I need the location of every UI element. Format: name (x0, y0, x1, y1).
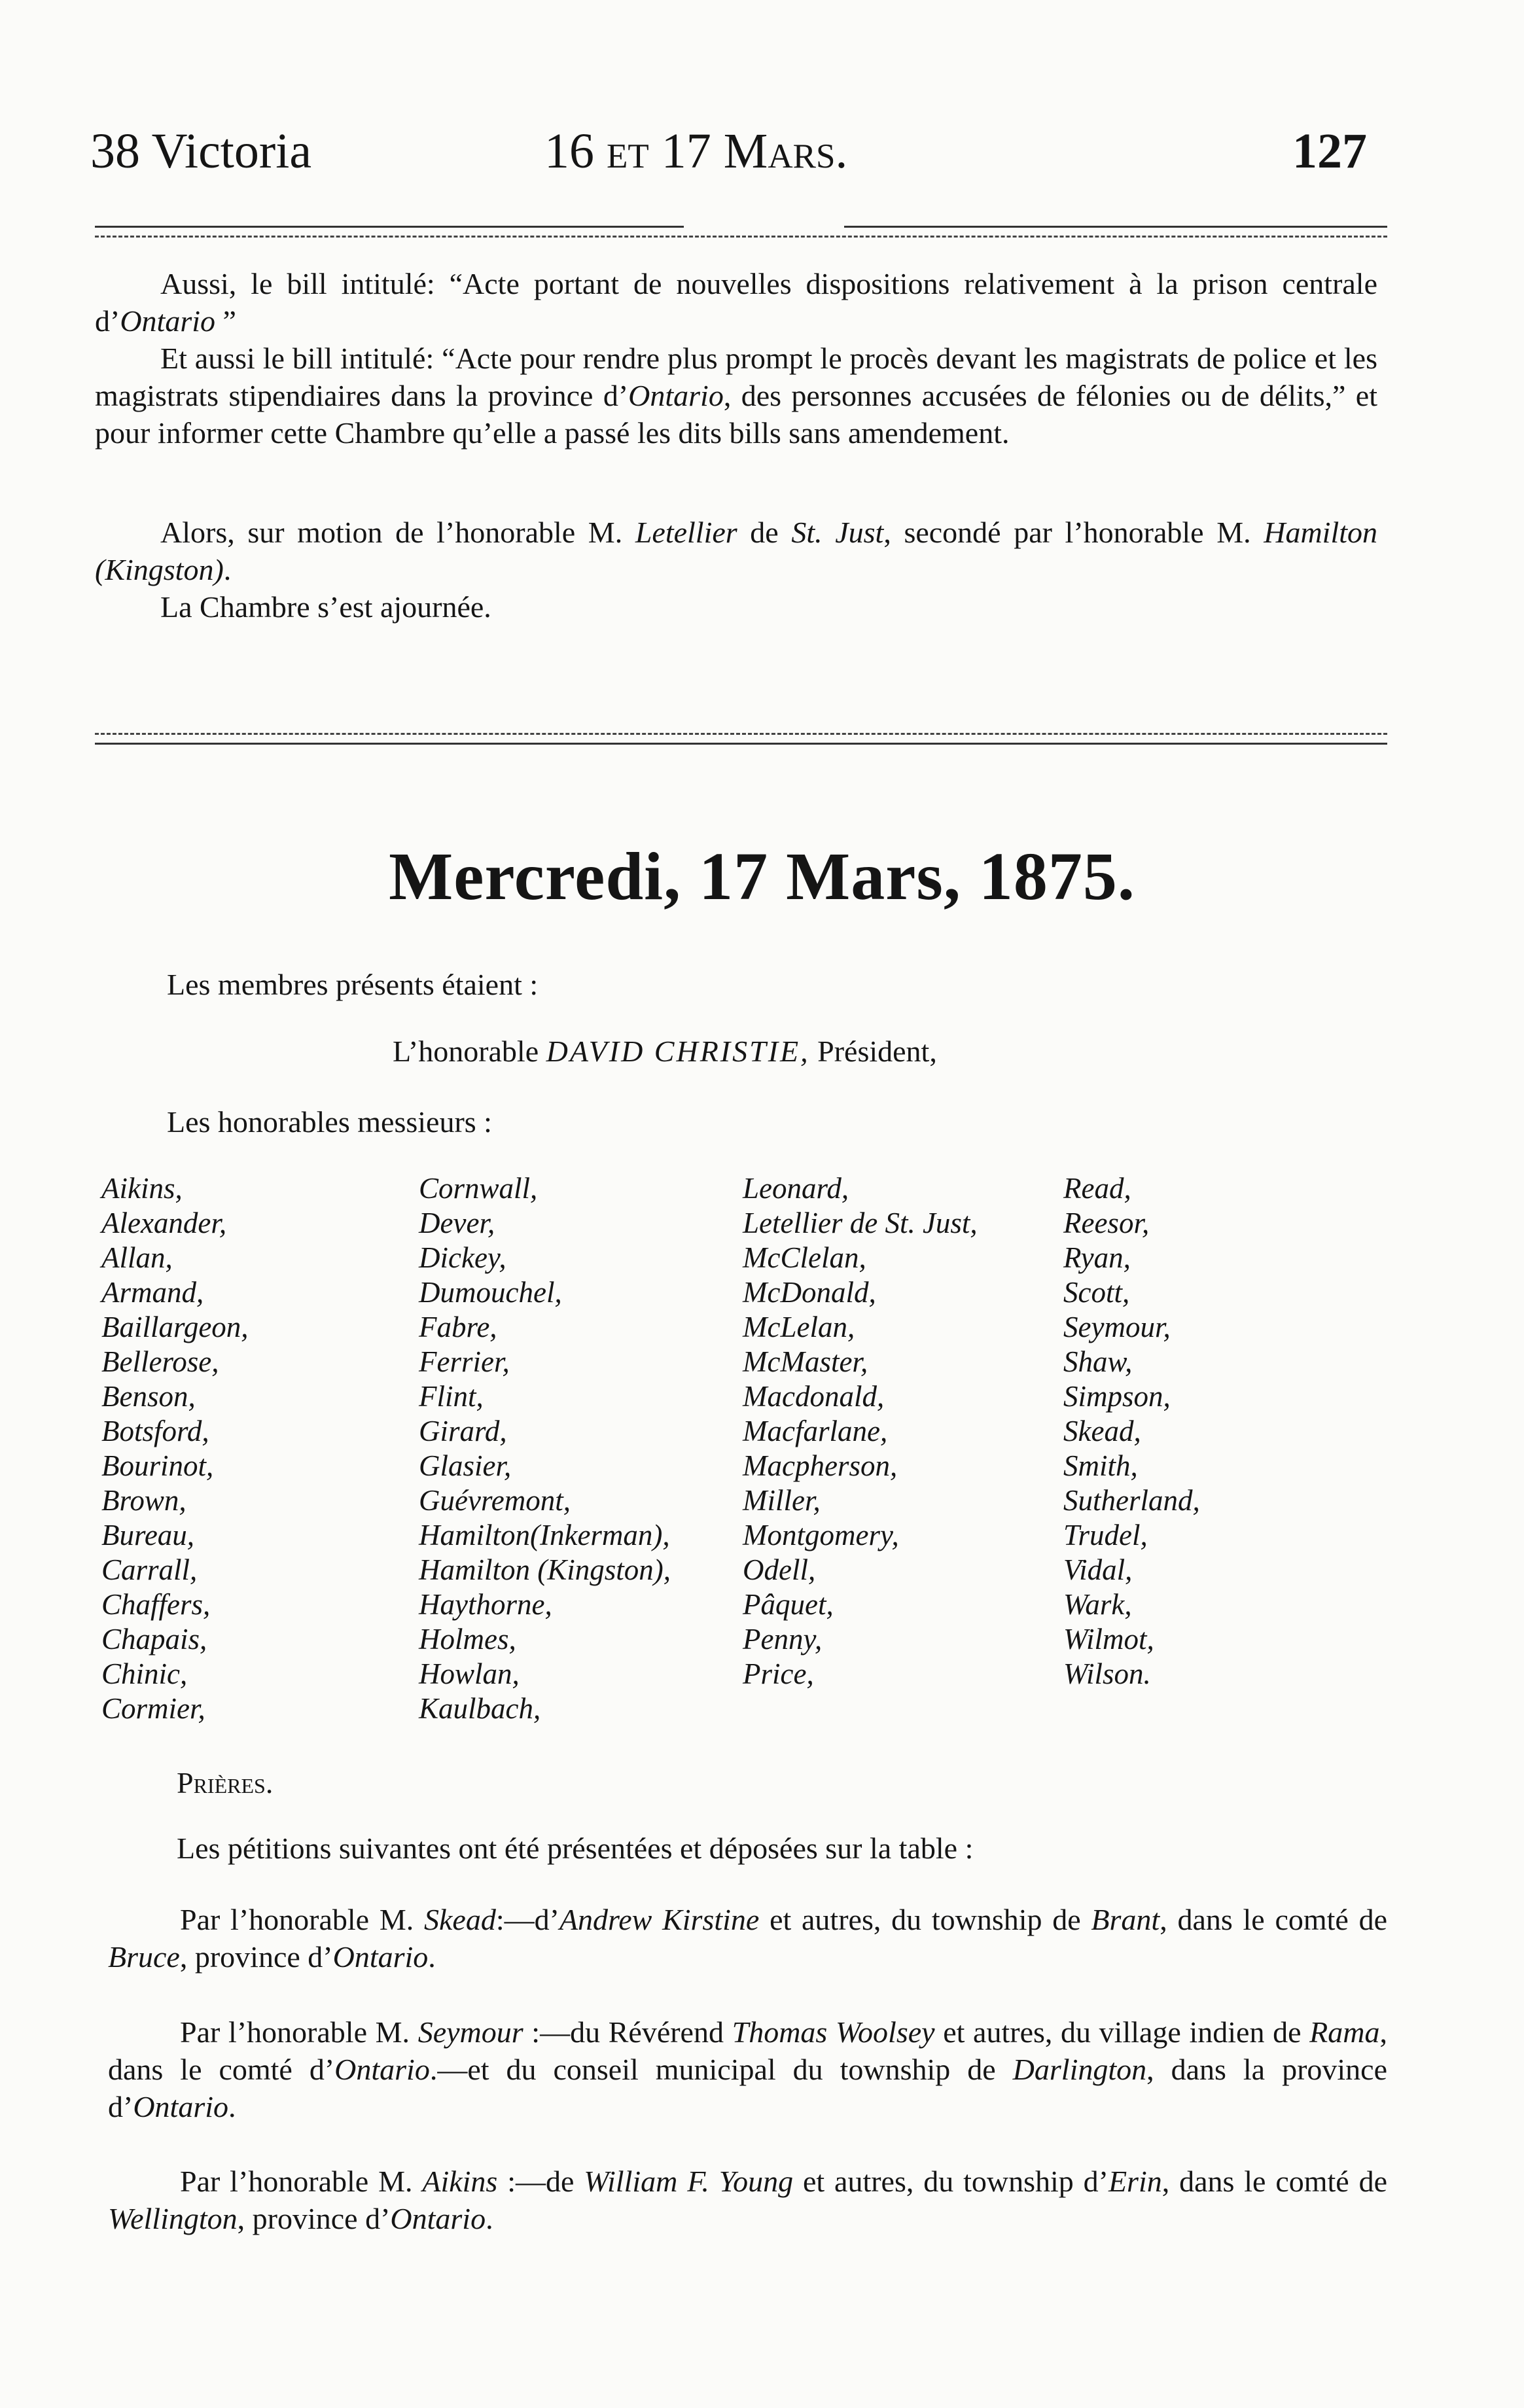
petition-aikins: Par l’honorable M. Aikins :—de William F. Young et autres, du township d’Erin, dans le comté de Wellington, province d’Ontario. (108, 2165, 1387, 2235)
member-name: Alexander, (101, 1207, 227, 1239)
member-name: Chinic, (101, 1657, 188, 1690)
member-name: Chapais, (101, 1623, 207, 1656)
member-name: Benson, (101, 1380, 196, 1413)
member-name: Allan, (101, 1241, 173, 1274)
member-name: Cormier, (101, 1692, 205, 1725)
member-name: McClelan, (743, 1241, 866, 1274)
member-name: Flint, (419, 1380, 484, 1413)
member-name: Aikins, (101, 1172, 183, 1205)
petition-skead: Par l’honorable M. Skead:—d’Andrew Kirstine et autres, du township de Brant, dans le comté de Bruce, province d’Ontario. (108, 1903, 1387, 1974)
member-name: Shaw, (1063, 1345, 1133, 1378)
member-name: Wilson. (1063, 1657, 1151, 1690)
present-intro: Les membres présents étaient : (167, 968, 539, 1001)
member-name: Macdonald, (743, 1380, 885, 1413)
session-date-title: Mercredi, 17 Mars, 1875. (389, 839, 1135, 914)
member-name: Howlan, (419, 1657, 520, 1690)
member-name: Kaulbach, (419, 1692, 541, 1725)
member-name: Carrall, (101, 1553, 198, 1586)
members-column-2 (419, 1171, 671, 1726)
paragraph-bill-proces: Et aussi le bill intitulé: “Acte pour rendre plus prompt le procès devant les magistrats de police et les magistrats stipendiaires dans la province d’Ontario, des personnes accusées de félonies ou de délits,” et pour informer cette Chambre qu’elle a passé les dits bills sans amendement. (95, 342, 1377, 450)
header-rule-dashed (95, 236, 1387, 238)
member-name: Holmes, (419, 1623, 516, 1656)
member-name: McLelan, (743, 1311, 855, 1343)
member-name: Wilmot, (1063, 1623, 1154, 1656)
member-name: Ferrier, (419, 1345, 510, 1378)
member-name: Hamilton (Kingston), (419, 1553, 671, 1586)
member-name: Letellier de St. Just, (743, 1207, 978, 1239)
member-name: Montgomery, (743, 1519, 899, 1551)
members-column-3 (743, 1171, 978, 1691)
honorables-intro: Les honorables messieurs : (167, 1105, 492, 1139)
member-name: Armand, (101, 1276, 204, 1309)
member-name: Sutherland, (1063, 1484, 1200, 1517)
prayers-heading: Prières. (177, 1766, 274, 1799)
member-name: Bureau, (101, 1519, 195, 1551)
member-name: Girard, (419, 1415, 507, 1447)
member-name: Bellerose, (101, 1345, 219, 1378)
member-name: Dever, (419, 1207, 495, 1239)
member-name: Ryan, (1063, 1241, 1131, 1274)
paragraph-bill-prison: Aussi, le bill intitulé: “Acte portant de nouvelles dispositions relativement à la prison centrale d’Ontario ” (95, 267, 1377, 338)
member-name: Macpherson, (743, 1449, 898, 1482)
member-name: Vidal, (1063, 1553, 1133, 1586)
member-name: Seymour, (1063, 1311, 1171, 1343)
president-line: L’honorable DAVID CHRISTIE, Président, (393, 1035, 937, 1068)
member-name: Odell, (743, 1553, 816, 1586)
petition-seymour: Par l’honorable M. Seymour :—du Révérend Thomas Woolsey et autres, du village indien de Rama, dans le comté d’Ontario.—et du conseil municipal du township de Darlington, dans la province d’Ontario. (108, 2015, 1387, 2123)
header-dates: 16 et 17 Mars. (544, 124, 848, 179)
members-column-1 (101, 1171, 249, 1726)
member-name: Baillargeon, (101, 1311, 249, 1343)
member-name: Guévremont, (419, 1484, 571, 1517)
section-rule-solid (95, 743, 1387, 745)
member-name: Dumouchel, (419, 1276, 562, 1309)
member-name: Glasier, (419, 1449, 512, 1482)
member-name: Scott, (1063, 1276, 1130, 1309)
header-page-number: 127 (1292, 124, 1367, 179)
member-name: Smith, (1063, 1449, 1138, 1482)
member-name: Hamilton(Inkerman), (419, 1519, 670, 1551)
petitions-intro: Les pétitions suivantes ont été présentées et déposées sur la table : (177, 1832, 974, 1865)
member-name: McDonald, (743, 1276, 876, 1309)
member-name: Penny, (743, 1623, 823, 1656)
member-name: Dickey, (419, 1241, 506, 1274)
member-name: Botsford, (101, 1415, 209, 1447)
member-name: Haythorne, (419, 1588, 552, 1621)
member-name: Miller, (743, 1484, 821, 1517)
header-rule-left (95, 226, 684, 228)
header-session: 38 Victoria (90, 124, 312, 179)
section-rule-dashed (95, 733, 1387, 735)
member-name: Fabre, (419, 1311, 497, 1343)
member-name: Trudel, (1063, 1519, 1148, 1551)
member-name: Read, (1063, 1172, 1131, 1205)
header-rule-right (844, 226, 1387, 228)
member-name: Macfarlane, (743, 1415, 888, 1447)
member-name: McMaster, (743, 1345, 868, 1378)
member-name: Reesor, (1063, 1207, 1150, 1239)
member-name: Leonard, (743, 1172, 849, 1205)
paragraph-chamber-adjourned: La Chambre s’est ajournée. (160, 590, 491, 624)
member-name: Cornwall, (419, 1172, 538, 1205)
member-name: Skead, (1063, 1415, 1141, 1447)
member-name: Brown, (101, 1484, 186, 1517)
members-column-4 (1063, 1171, 1200, 1691)
member-name: Wark, (1063, 1588, 1132, 1621)
member-name: Simpson, (1063, 1380, 1171, 1413)
member-name: Price, (743, 1657, 814, 1690)
member-name: Pâquet, (743, 1588, 834, 1621)
member-name: Chaffers, (101, 1588, 211, 1621)
paragraph-motion-adjourn: Alors, sur motion de l’honorable M. Letellier de St. Just, secondé par l’honorable M. Hamilton (Kingston). (95, 516, 1377, 586)
member-name: Bourinot, (101, 1449, 214, 1482)
